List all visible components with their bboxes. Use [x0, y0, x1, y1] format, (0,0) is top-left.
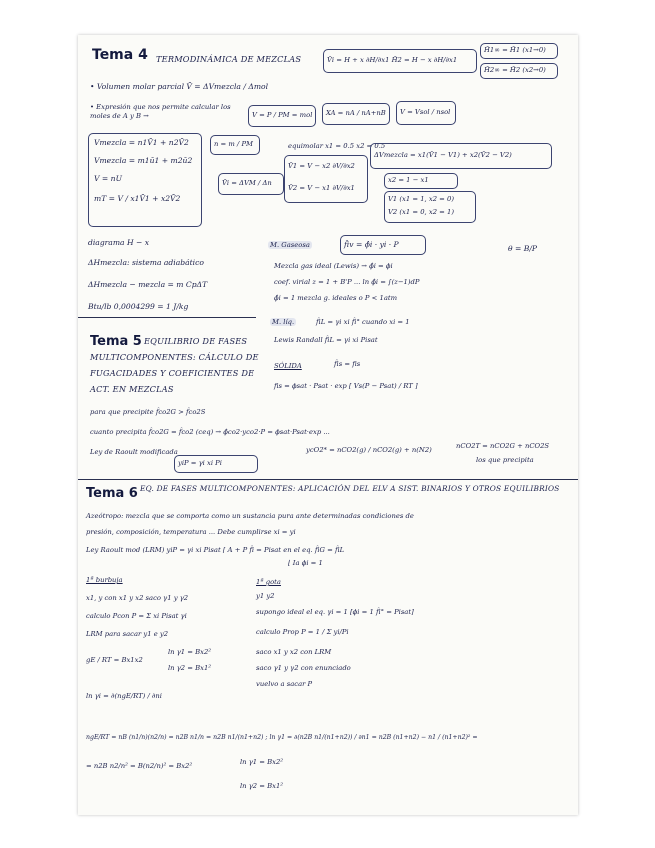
modified-raoult-law: Ley Raoult mod (LRM) yiP = γi xi Pisat ⌈ A + P f̂i = Pisat en el eq. f̂iG = f̂iL — [86, 546, 345, 554]
first-drop-step-4: saco γ1 y γ2 con enunciado — [256, 664, 351, 672]
co2-vapor-fraction: ycO2* = nCO2(g) / nCO2(g) + n(N2) — [306, 446, 432, 454]
tema4-subtitle: TERMODINÁMICA DE MEZCLAS — [156, 54, 302, 64]
moles-formula: n = m / PM — [214, 140, 253, 148]
tema5-title: Tema 5 — [90, 334, 142, 349]
pure-volume-1: V1 (x1 = 1, x2 = 0) — [388, 195, 455, 203]
enthalpy-mix-eq: ΔHmezcla − mezcla = m CpΔT — [88, 280, 208, 289]
unit-conversion: Btu/lb 0,0004299 = 1 J/kg — [88, 302, 189, 311]
ln-gamma1-eq: ln γ1 = Bx2² — [168, 648, 211, 656]
liquid-mixture-highlight: M. líq. — [272, 318, 295, 326]
co2-total-moles: nCO2T = nCO2G + nCO2S — [456, 442, 550, 450]
pure-volume-2: V2 (x1 = 0, x2 = 1) — [388, 208, 455, 216]
first-bubble-step-3: LRM para sacar y1 e y2 — [86, 630, 169, 638]
azeotrope-def: Azeótropo: mezcla que se comporta como un sustancia pura ante determinadas condiciones de — [86, 512, 414, 520]
raoult-law-label: Ley de Raoult modificada — [90, 448, 178, 456]
vbar-formula: V̄i = ΔVM / Δn — [222, 179, 272, 187]
first-drop-step-2: calculo Prop P = 1 / Σ yi/Pi — [256, 628, 349, 636]
liquid-fugacity-eq: f̂iL = γi xi f̂i° cuando xi = 1 — [316, 318, 410, 326]
first-drop-step-3: saco x1 y x2 con LRM — [256, 648, 332, 656]
precipitated-note: los que precipita — [476, 456, 534, 464]
adiabatic-note: ΔHmezcla: sistema adiabático — [88, 258, 204, 267]
modified-raoult-cond: ⌊ Ia ϕi = 1 — [288, 559, 323, 567]
first-drop-vars: y1 y2 — [256, 592, 275, 600]
moles-eq-2: XA = nA / nA+nB — [326, 109, 386, 117]
excess-gibbs-eq: gE / RT = Bx1x2 — [86, 656, 143, 664]
infinite-dilution-eq-2: H̄2∞ = H̄2 (x2→0) — [484, 66, 546, 74]
liquid-mixture-label — [270, 319, 296, 326]
partial-volume-eq-2: V̄2 = V − x1 ∂V/∂x1 — [288, 184, 355, 192]
derivation-line-1: ngE/RT = nB (n1/n)(n2/n) = n2B n1/n = n2B n1/(n1+n2) ; ln γ1 = ∂(n2B n1/(n1+n2)) / ∂n1 = n2B (n1+n2) − n1 / (n1+n2)² = — [86, 734, 478, 741]
azeotrope-condition: presión, composición, temperatura ... Debe cumplirse xi = yi — [86, 528, 296, 536]
ln-gamma2-eq: ln γ2 = Bx1² — [168, 664, 211, 672]
partial-enthalpy-eq: V̄i = H + x ∂H/∂x1 H̄2 = H − x ∂H/∂x1 — [327, 56, 458, 64]
virial-coef: coef. virial z = 1 + B'P ... ln ϕ̂i = ∫(z−1)dP — [274, 278, 420, 286]
lewis-ideal-gas: Mezcla gas ideal (Lewis) → ϕ̂i = ϕi — [274, 262, 393, 270]
tema6-title: Tema 6 — [86, 486, 138, 501]
first-bubble-step-1: x1, y con x1 y x2 saco γ1 y γ2 — [86, 594, 189, 602]
partial-molar-volume: • Volumen molar parcial V̄ = ΔVmezcla / Δmol — [90, 82, 269, 91]
tema5-subtitle-4: ACT. EN MEZCLAS — [90, 384, 174, 394]
precipitation-condition: para que precipite f̂co2G > f̂co2S — [90, 408, 206, 416]
solid-label: SÓLIDA — [274, 362, 302, 370]
derivation-result-1: ln γ1 = Bx2² — [240, 758, 283, 766]
solid-fugacity-eq-1: f̂is = fis — [334, 360, 361, 368]
gas-mixture-highlight: M. Gaseosa — [270, 241, 310, 249]
partial-volume-eq-1: V̄1 = V − x2 ∂V/∂x2 — [288, 162, 355, 170]
moles-expression: • Expresión que nos permite calcular los moles de A y B → — [90, 103, 231, 120]
raoult-law-eq: yiP = γi xi Pi — [178, 459, 222, 467]
hx-diagram-label: diagrama H − x — [88, 238, 150, 247]
tema4-title: Tema 4 — [92, 47, 148, 63]
first-bubble-label: 1ª burbuja — [86, 576, 123, 584]
ideal-gases-note: ϕ̂i = 1 mezcla g. ideales o P < 1atm — [274, 294, 398, 302]
moles-eq-3: V = Vsol / nsol — [400, 108, 451, 116]
solid-fugacity-eq-2: fis = ϕsat · Psat · exp [ Vs(P − Psat) / RT ] — [274, 382, 418, 390]
first-drop-step-1: supongo ideal el eq. γi = 1 [ϕi = 1 f̂i° = Pisat] — [256, 608, 414, 616]
tema5-subtitle-3: FUGACIDADES Y COEFICIENTES DE — [90, 368, 255, 378]
derivation-result-2: ln γ2 = Bx1² — [240, 782, 283, 790]
notes-page — [78, 35, 578, 815]
first-bubble-step-2: calculo Pcon P = Σ xi Pisat γi — [86, 612, 187, 620]
tema6-subtitle: EQ. DE FASES MULTICOMPONENTES: APLICACIÓN DEL ELV A SIST. BINARIOS Y OTROS EQUILIBRIOS — [140, 484, 560, 493]
moles-eq-1: V = P / PM = mol — [252, 111, 313, 119]
mix-volume-eq-4: mT = V / x1V̄1 + x2V̄2 — [94, 194, 181, 203]
first-drop-step-5: vuelvo a sacar P — [256, 680, 313, 688]
theta-note: θ = B/P — [508, 244, 538, 253]
mix-volume-eq-2: Vmezcla = m1ū1 + m2ū2 — [94, 156, 193, 165]
tema5-subtitle-2: MULTICOMPONENTES: CÁLCULO DE — [90, 352, 259, 362]
equimolar-note: equimolar x1 = 0.5 x2 = 0.5 — [288, 142, 386, 150]
tema6-separator — [78, 479, 578, 480]
gas-mixture-label — [268, 242, 312, 249]
mix-volume-eq-3: V = nU — [94, 174, 122, 183]
infinite-dilution-eq-1: H̄1∞ = H̄1 (x1→0) — [484, 46, 546, 54]
ln-gamma-def: ln γi = ∂(ngE/RT) / ∂ni — [86, 692, 162, 700]
tema5-subtitle-1: EQUILIBRIO DE FASES — [144, 336, 248, 346]
gas-fugacity-eq: f̂iv = ϕ̂i · yi · P — [344, 240, 399, 249]
mix-volume-change-eq: ΔVmezcla = x1(V̄1 − V1) + x2(V̄2 − V2) — [374, 151, 512, 159]
derivation-line-2: = n2B n2/n² = B(n2/n)² = Bx2² — [86, 762, 193, 770]
precipitation-amount: cuanto precipita f̂co2G = f̂co2 (ceq) → ϕ̂co2·yco2·P = ϕsat·Psat·exp ... — [90, 428, 330, 436]
tema5-separator — [78, 317, 256, 318]
lewis-randall-eq: Lewis Randall f̂iL = γi xi Pisat — [274, 336, 378, 344]
mix-volume-eq-1: Vmezcla = n1V̄1 + n2V̄2 — [94, 138, 189, 147]
first-drop-label: 1ª gota — [256, 578, 281, 586]
x2-eq: x2 = 1 − x1 — [388, 176, 429, 184]
